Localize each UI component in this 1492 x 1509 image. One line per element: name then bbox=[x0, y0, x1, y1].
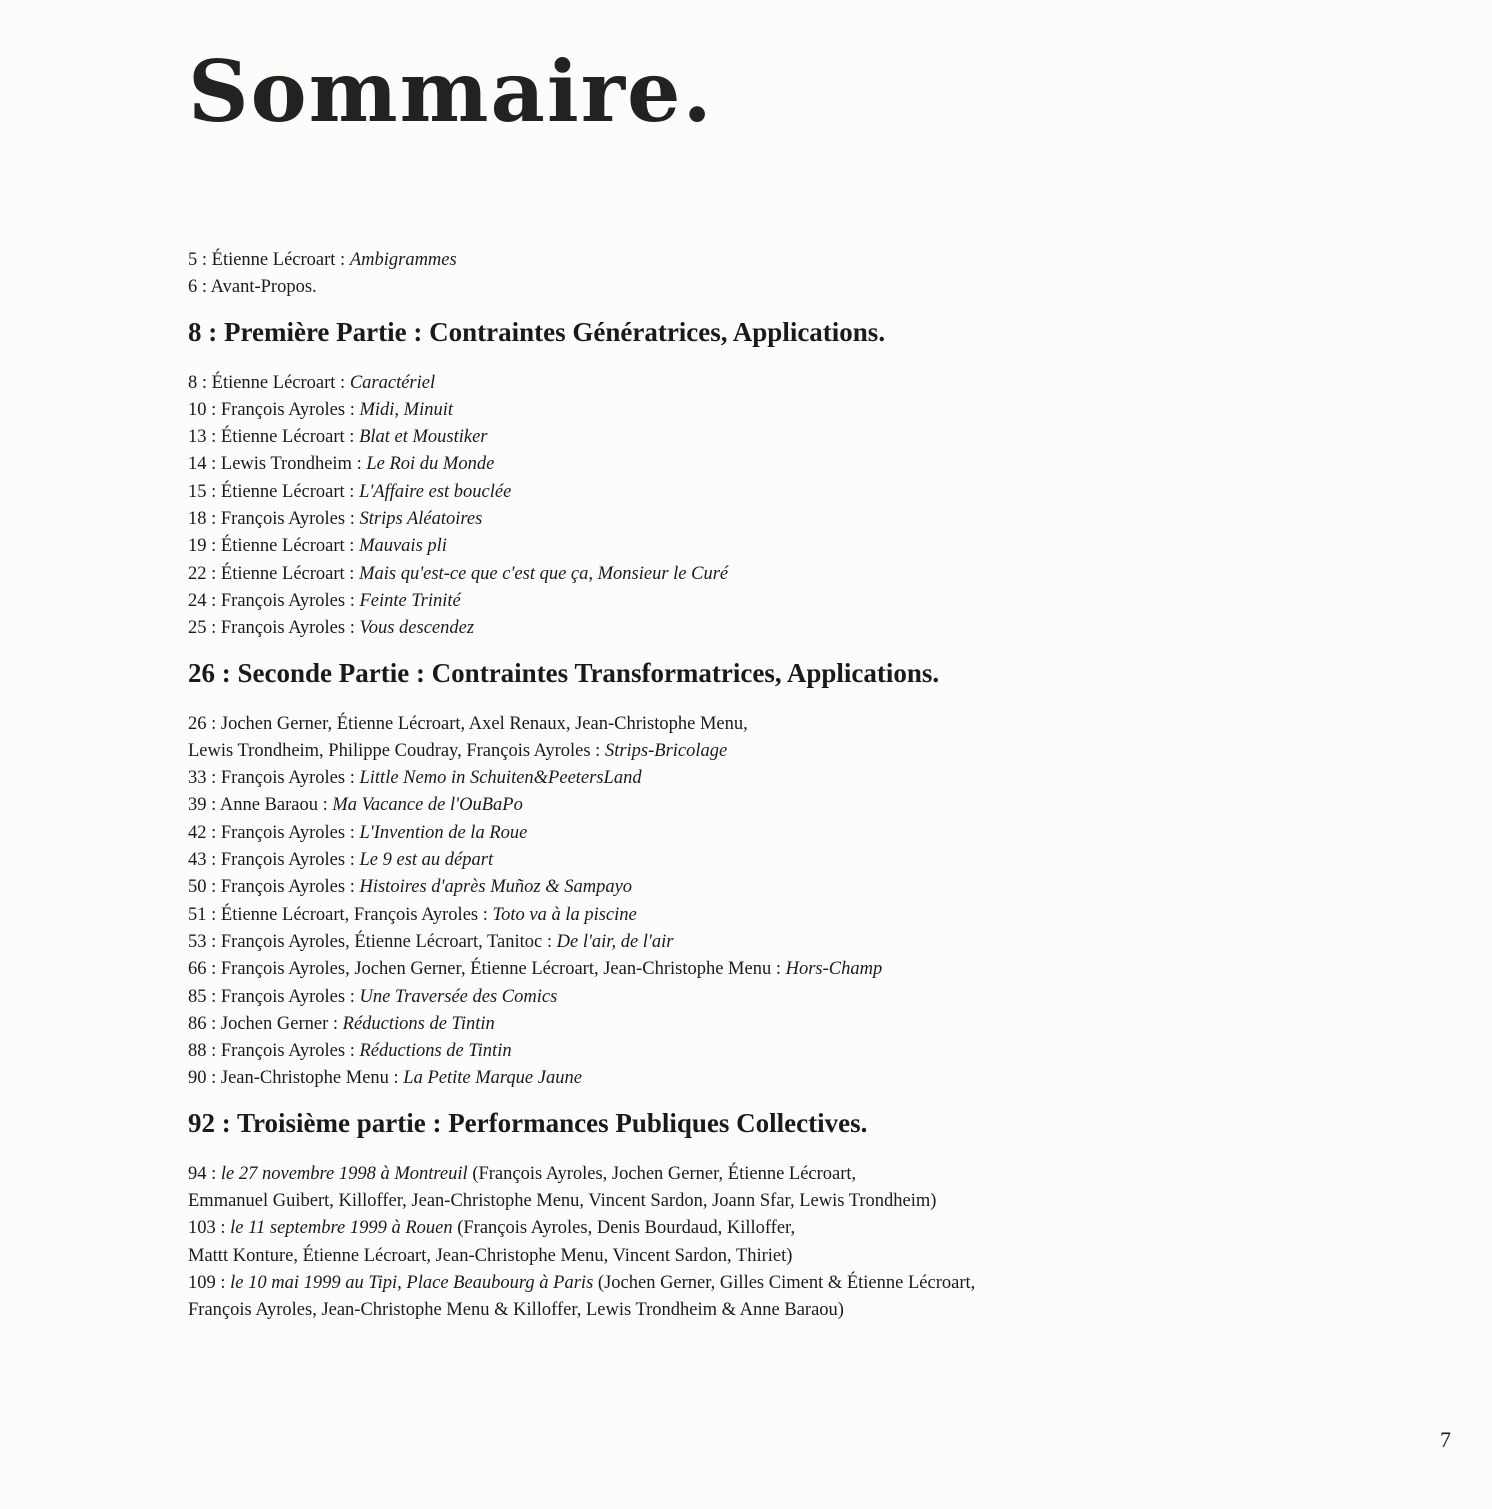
entry-author: François Ayroles bbox=[220, 618, 346, 639]
entry-work-title: Feinte Trinité bbox=[359, 590, 461, 611]
entry-page-number: 66 bbox=[188, 959, 207, 980]
entry-work-title: Ma Vacance de l'OuBaPo bbox=[332, 795, 523, 816]
entry-work-title: La Petite Marque Jaune bbox=[403, 1068, 582, 1089]
section-spacer bbox=[188, 349, 1408, 370]
entry-author: Étienne Lécroart bbox=[220, 427, 345, 448]
entry-page-number: 103 bbox=[188, 1218, 216, 1239]
page-number: 7 bbox=[1440, 1427, 1451, 1452]
entry-page-number: 18 bbox=[188, 509, 207, 530]
entry-page-number: 15 bbox=[188, 481, 207, 502]
entry-page-number: 24 bbox=[188, 590, 207, 611]
table-of-contents bbox=[188, 247, 1408, 1325]
entry-author: Étienne Lécroart bbox=[220, 481, 345, 502]
toc-entry: 51 : Étienne Lécroart, François Ayroles : Toto va à la piscine bbox=[188, 904, 637, 925]
entry-work-title: Réductions de Tintin bbox=[342, 1013, 495, 1034]
toc-entry: 6 : Avant-Propos. bbox=[188, 277, 317, 298]
entry-page-number: 22 bbox=[188, 563, 207, 584]
toc-entry: 18 : François Ayroles : Strips Aléatoires bbox=[188, 509, 483, 530]
performance-participants: François Ayroles, Jean-Christophe Menu & Killoffer, Lewis Trondheim & Anne Baraou) bbox=[188, 1300, 844, 1321]
toc-entry: 66 : François Ayroles, Jochen Gerner, Étienne Lécroart, Jean-Christophe Menu : Hors-Champ bbox=[188, 959, 883, 980]
entry-text: Avant-Propos. bbox=[210, 277, 317, 298]
entry-author: Lewis Trondheim, Philippe Coudray, François Ayroles bbox=[188, 740, 591, 761]
entry-work-title: L'Affaire est bouclée bbox=[359, 481, 512, 502]
entry-work-title: Le Roi du Monde bbox=[366, 454, 495, 475]
toc-entry: 42 : François Ayroles : L'Invention de la Roue bbox=[188, 822, 528, 843]
entry-page-number: 85 bbox=[188, 986, 207, 1007]
performance-entry-continued bbox=[188, 1188, 1408, 1215]
section-spacer bbox=[188, 1140, 1408, 1161]
entry-page-number: 51 bbox=[188, 904, 207, 925]
entry-author: François Ayroles bbox=[220, 986, 346, 1007]
entry-work-title: Caractériel bbox=[349, 372, 436, 393]
entry-page-number: 53 bbox=[188, 931, 207, 952]
intro-entries bbox=[188, 247, 1408, 302]
section-heading: 92 : Troisième partie : Performances Publiques Collectives. bbox=[188, 1107, 868, 1138]
entry-page-number: 33 bbox=[188, 768, 207, 789]
performance-entry: 94 : le 27 novembre 1998 à Montreuil (François Ayroles, Jochen Gerner, Étienne Lécroart, bbox=[188, 1163, 857, 1184]
toc-entry-continued: Lewis Trondheim, Philippe Coudray, François Ayroles : Strips-Bricolage bbox=[188, 740, 728, 761]
entry-page-number: 10 bbox=[188, 399, 207, 420]
entry-work-title: Réductions de Tintin bbox=[359, 1041, 512, 1062]
performance-participants: (François Ayroles, Jochen Gerner, Étienne Lécroart, bbox=[472, 1163, 857, 1184]
entry-author: Étienne Lécroart bbox=[220, 536, 345, 557]
toc-entry: 15 : Étienne Lécroart : L'Affaire est bouclée bbox=[188, 481, 512, 502]
toc-entry: 13 : Étienne Lécroart : Blat et Moustiker bbox=[188, 427, 488, 448]
performance-participants: Mattt Konture, Étienne Lécroart, Jean-Christophe Menu, Vincent Sardon, Thiriet) bbox=[188, 1245, 793, 1266]
performance-date-place: le 10 mai 1999 au Tipi, Place Beaubourg à Paris bbox=[230, 1272, 594, 1293]
entry-author: François Ayroles bbox=[220, 768, 346, 789]
entry-page-number: 86 bbox=[188, 1013, 207, 1034]
entry-author: Jochen Gerner, Étienne Lécroart, Axel Renaux, Jean-Christophe Menu, bbox=[220, 713, 748, 734]
section-heading: 26 : Seconde Partie : Contraintes Transformatrices, Applications. bbox=[188, 657, 940, 688]
entry-page-number: 25 bbox=[188, 618, 207, 639]
performance-entry: 103 : le 11 septembre 1999 à Rouen (François Ayroles, Denis Bourdaud, Killoffer, bbox=[188, 1218, 796, 1239]
toc-entry: 26 : Jochen Gerner, Étienne Lécroart, Axel Renaux, Jean-Christophe Menu, bbox=[188, 713, 748, 734]
entry-author: Étienne Lécroart, François Ayroles bbox=[220, 904, 479, 925]
performance-entry-continued bbox=[188, 1297, 1408, 1324]
entry-author: Jochen Gerner bbox=[220, 1013, 329, 1034]
entry-author: François Ayroles bbox=[220, 399, 346, 420]
performance-date-place: le 11 septembre 1999 à Rouen bbox=[230, 1218, 453, 1239]
entry-work-title: Strips-Bricolage bbox=[604, 740, 728, 761]
entry-work-title: Mauvais pli bbox=[359, 536, 447, 557]
entry-author: Étienne Lécroart bbox=[220, 563, 345, 584]
toc-entry: 88 : François Ayroles : Réductions de Tintin bbox=[188, 1041, 512, 1062]
entry-work-title: Histoires d'après Muñoz & Sampayo bbox=[359, 877, 633, 898]
entry-author: François Ayroles, Jochen Gerner, Étienne Lécroart, Jean-Christophe Menu bbox=[220, 959, 772, 980]
entry-page-number: 43 bbox=[188, 850, 207, 871]
toc-entry: 86 : Jochen Gerner : Réductions de Tintin bbox=[188, 1013, 495, 1034]
entry-page-number: 26 bbox=[188, 713, 207, 734]
entry-work-title: Little Nemo in Schuiten&PeetersLand bbox=[359, 768, 642, 789]
entry-author: Anne Baraou bbox=[219, 795, 318, 816]
entry-author: François Ayroles bbox=[220, 509, 346, 530]
performance-entry: 109 : le 10 mai 1999 au Tipi, Place Beaubourg à Paris (Jochen Gerner, Gilles Ciment & Étienne Lécroart, bbox=[188, 1272, 976, 1293]
entry-page-number: 50 bbox=[188, 877, 207, 898]
entry-author: François Ayroles bbox=[220, 1041, 346, 1062]
toc-entry: 90 : Jean-Christophe Menu : La Petite Marque Jaune bbox=[188, 1068, 582, 1089]
entry-page-number: 6 bbox=[188, 277, 198, 298]
entry-page-number: 90 bbox=[188, 1068, 207, 1089]
entry-author: François Ayroles bbox=[220, 850, 346, 871]
entry-author: François Ayroles bbox=[220, 877, 346, 898]
entry-author: François Ayroles bbox=[220, 590, 346, 611]
entry-work-title: Toto va à la piscine bbox=[492, 904, 637, 925]
entry-work-title: De l'air, de l'air bbox=[556, 931, 674, 952]
entry-page-number: 19 bbox=[188, 536, 207, 557]
performance-participants: (François Ayroles, Denis Bourdaud, Killoffer, bbox=[457, 1218, 796, 1239]
toc-entry: 43 : François Ayroles : Le 9 est au départ bbox=[188, 850, 494, 871]
toc-entry: 53 : François Ayroles, Étienne Lécroart, Tanitoc : De l'air, de l'air bbox=[188, 931, 674, 952]
entry-work-title: L'Invention de la Roue bbox=[359, 822, 528, 843]
sections bbox=[188, 315, 1408, 1325]
performance-participants: Emmanuel Guibert, Killoffer, Jean-Christophe Menu, Vincent Sardon, Joann Sfar, Lewis Trondheim) bbox=[188, 1191, 937, 1212]
page-title: Sommaire. bbox=[188, 42, 714, 141]
entry-author: Jean-Christophe Menu bbox=[220, 1068, 389, 1089]
toc-entry: 85 : François Ayroles : Une Traversée des Comics bbox=[188, 986, 558, 1007]
entry-work-title: Strips Aléatoires bbox=[359, 509, 483, 530]
performance-date-place: le 27 novembre 1998 à Montreuil bbox=[220, 1163, 468, 1184]
performance-participants: (Jochen Gerner, Gilles Ciment & Étienne Lécroart, bbox=[597, 1272, 976, 1293]
entry-work-title: Hors-Champ bbox=[785, 959, 883, 980]
entry-author: François Ayroles bbox=[220, 822, 346, 843]
entry-page-number: 14 bbox=[188, 454, 207, 475]
entry-author: François Ayroles, Étienne Lécroart, Tanitoc bbox=[220, 931, 543, 952]
entry-work-title: Blat et Moustiker bbox=[359, 427, 488, 448]
entry-work-title: Ambigrammes bbox=[349, 250, 457, 270]
section-heading: 8 : Première Partie : Contraintes Génératrices, Applications. bbox=[188, 316, 886, 347]
toc-entry: 24 : François Ayroles : Feinte Trinité bbox=[188, 590, 461, 611]
toc-entry: 8 : Étienne Lécroart : Caractériel bbox=[188, 372, 436, 393]
entry-author: Étienne Lécroart bbox=[211, 372, 336, 393]
toc-entry: 22 : Étienne Lécroart : Mais qu'est-ce que c'est que ça, Monsieur le Curé bbox=[188, 563, 729, 584]
entry-page-number: 109 bbox=[188, 1272, 216, 1293]
entry-page-number: 42 bbox=[188, 822, 207, 843]
toc-entry: 19 : Étienne Lécroart : Mauvais pli bbox=[188, 536, 447, 557]
toc-entry: 50 : François Ayroles : Histoires d'après Muñoz & Sampayo bbox=[188, 877, 633, 898]
entry-page-number: 8 bbox=[188, 372, 198, 393]
entry-page-number: 94 bbox=[188, 1163, 207, 1184]
entry-page-number: 5 bbox=[188, 250, 198, 270]
performance-entry-continued bbox=[188, 1243, 1408, 1270]
toc-entry: 14 : Lewis Trondheim : Le Roi du Monde bbox=[188, 454, 495, 475]
toc-entry: 10 : François Ayroles : Midi, Minuit bbox=[188, 399, 454, 420]
toc-entry: 5 : Étienne Lécroart : Ambigrammes bbox=[188, 250, 457, 270]
toc-entry: 25 : François Ayroles : Vous descendez bbox=[188, 618, 475, 639]
toc-entry: 39 : Anne Baraou : Ma Vacance de l'OuBaPo bbox=[188, 795, 523, 816]
entry-work-title: Une Traversée des Comics bbox=[359, 986, 558, 1007]
entry-work-title: Vous descendez bbox=[359, 618, 475, 639]
entry-work-title: Midi, Minuit bbox=[359, 399, 454, 420]
entry-author: Étienne Lécroart bbox=[211, 250, 336, 270]
toc-entry: 33 : François Ayroles : Little Nemo in Schuiten&PeetersLand bbox=[188, 768, 642, 789]
entry-work-title: Mais qu'est-ce que c'est que ça, Monsieur le Curé bbox=[359, 563, 729, 584]
entry-page-number: 13 bbox=[188, 427, 207, 448]
section-spacer bbox=[188, 690, 1408, 711]
entry-work-title: Le 9 est au départ bbox=[359, 850, 494, 871]
entry-page-number: 39 bbox=[188, 795, 207, 816]
entry-author: Lewis Trondheim bbox=[220, 454, 352, 475]
entry-page-number: 88 bbox=[188, 1041, 207, 1062]
